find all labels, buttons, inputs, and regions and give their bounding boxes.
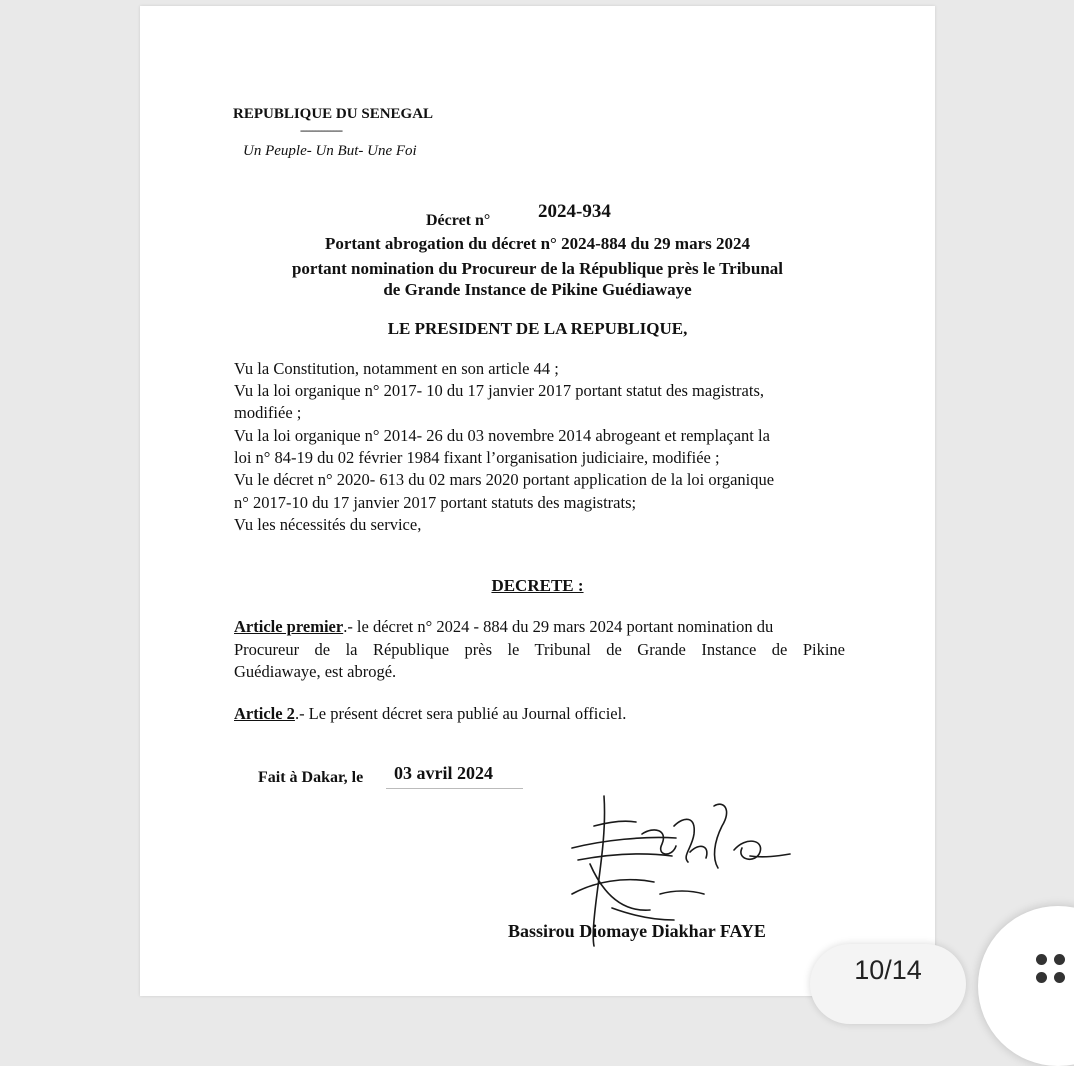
- authority-heading: LE PRESIDENT DE LA REPUBLIQUE,: [387, 319, 688, 338]
- page-indicator: 10/14: [810, 944, 966, 1024]
- signing-date: 03 avril 2024: [394, 763, 493, 783]
- more-dots-icon: [1036, 954, 1047, 965]
- more-dots-icon: [1036, 972, 1047, 983]
- article-1-line: Guédiawaye, est abrogé.: [234, 662, 397, 681]
- article-1-line: Procureur de la République près le Tribunal de Grande Instance de Pikine: [234, 640, 845, 659]
- date-underline: [386, 788, 523, 789]
- decree-title-line: de Grande Instance de Pikine Guédiawaye: [383, 280, 692, 299]
- article-1-label: Article premier: [234, 617, 344, 636]
- consideration-line: Vu la Constitution, notamment en son article 44 ;: [234, 359, 559, 378]
- article-2-text: .- Le présent décret sera publié au Journal officiel.: [294, 704, 627, 723]
- consideration-line: Vu les nécessités du service,: [234, 515, 422, 534]
- country-heading: REPUBLIQUE DU SENEGAL: [233, 106, 434, 122]
- consideration-line: n° 2017-10 du 17 janvier 2017 portant statuts des magistrats;: [234, 493, 637, 512]
- consideration-line: Vu la loi organique n° 2017- 10 du 17 janvier 2017 portant statut des magistrats,: [234, 381, 765, 400]
- signer-name: Bassirou Diomaye Diakhar FAYE: [508, 921, 766, 941]
- article-2-line: [234, 704, 845, 724]
- article-1-text: .- le décret n° 2024 - 884 du 29 mars 2024 portant nomination du: [343, 617, 774, 636]
- signing-place: Fait à Dakar, le: [258, 769, 364, 786]
- decree-number: 2024-934: [538, 201, 611, 222]
- decree-title-line: Portant abrogation du décret n° 2024-884 du 29 mars 2024: [324, 234, 751, 253]
- header-separator: --------------: [300, 123, 342, 137]
- document-page: [140, 6, 935, 996]
- national-motto: Un Peuple- Un But- Une Foi: [243, 143, 417, 159]
- consideration-line: Vu le décret n° 2020- 613 du 02 mars 2020 portant application de la loi organique: [234, 470, 775, 489]
- decree-label: Décret n°: [426, 212, 491, 229]
- more-dots-icon: [1054, 972, 1065, 983]
- decrete-heading: DECRETE :: [491, 576, 584, 595]
- more-dots-icon: [1054, 954, 1065, 965]
- more-options-button[interactable]: [978, 906, 1074, 1066]
- consideration-line: loi n° 84-19 du 02 février 1984 fixant l’organisation judiciaire, modifiée ;: [234, 448, 720, 467]
- consideration-line: modifiée ;: [234, 403, 302, 422]
- article-1-line: [234, 617, 845, 637]
- consideration-line: Vu la loi organique n° 2014- 26 du 03 novembre 2014 abrogeant et remplaçant la: [234, 426, 770, 445]
- article-2-label: Article 2: [234, 704, 295, 723]
- decree-title-line: portant nomination du Procureur de la République près le Tribunal: [291, 259, 784, 278]
